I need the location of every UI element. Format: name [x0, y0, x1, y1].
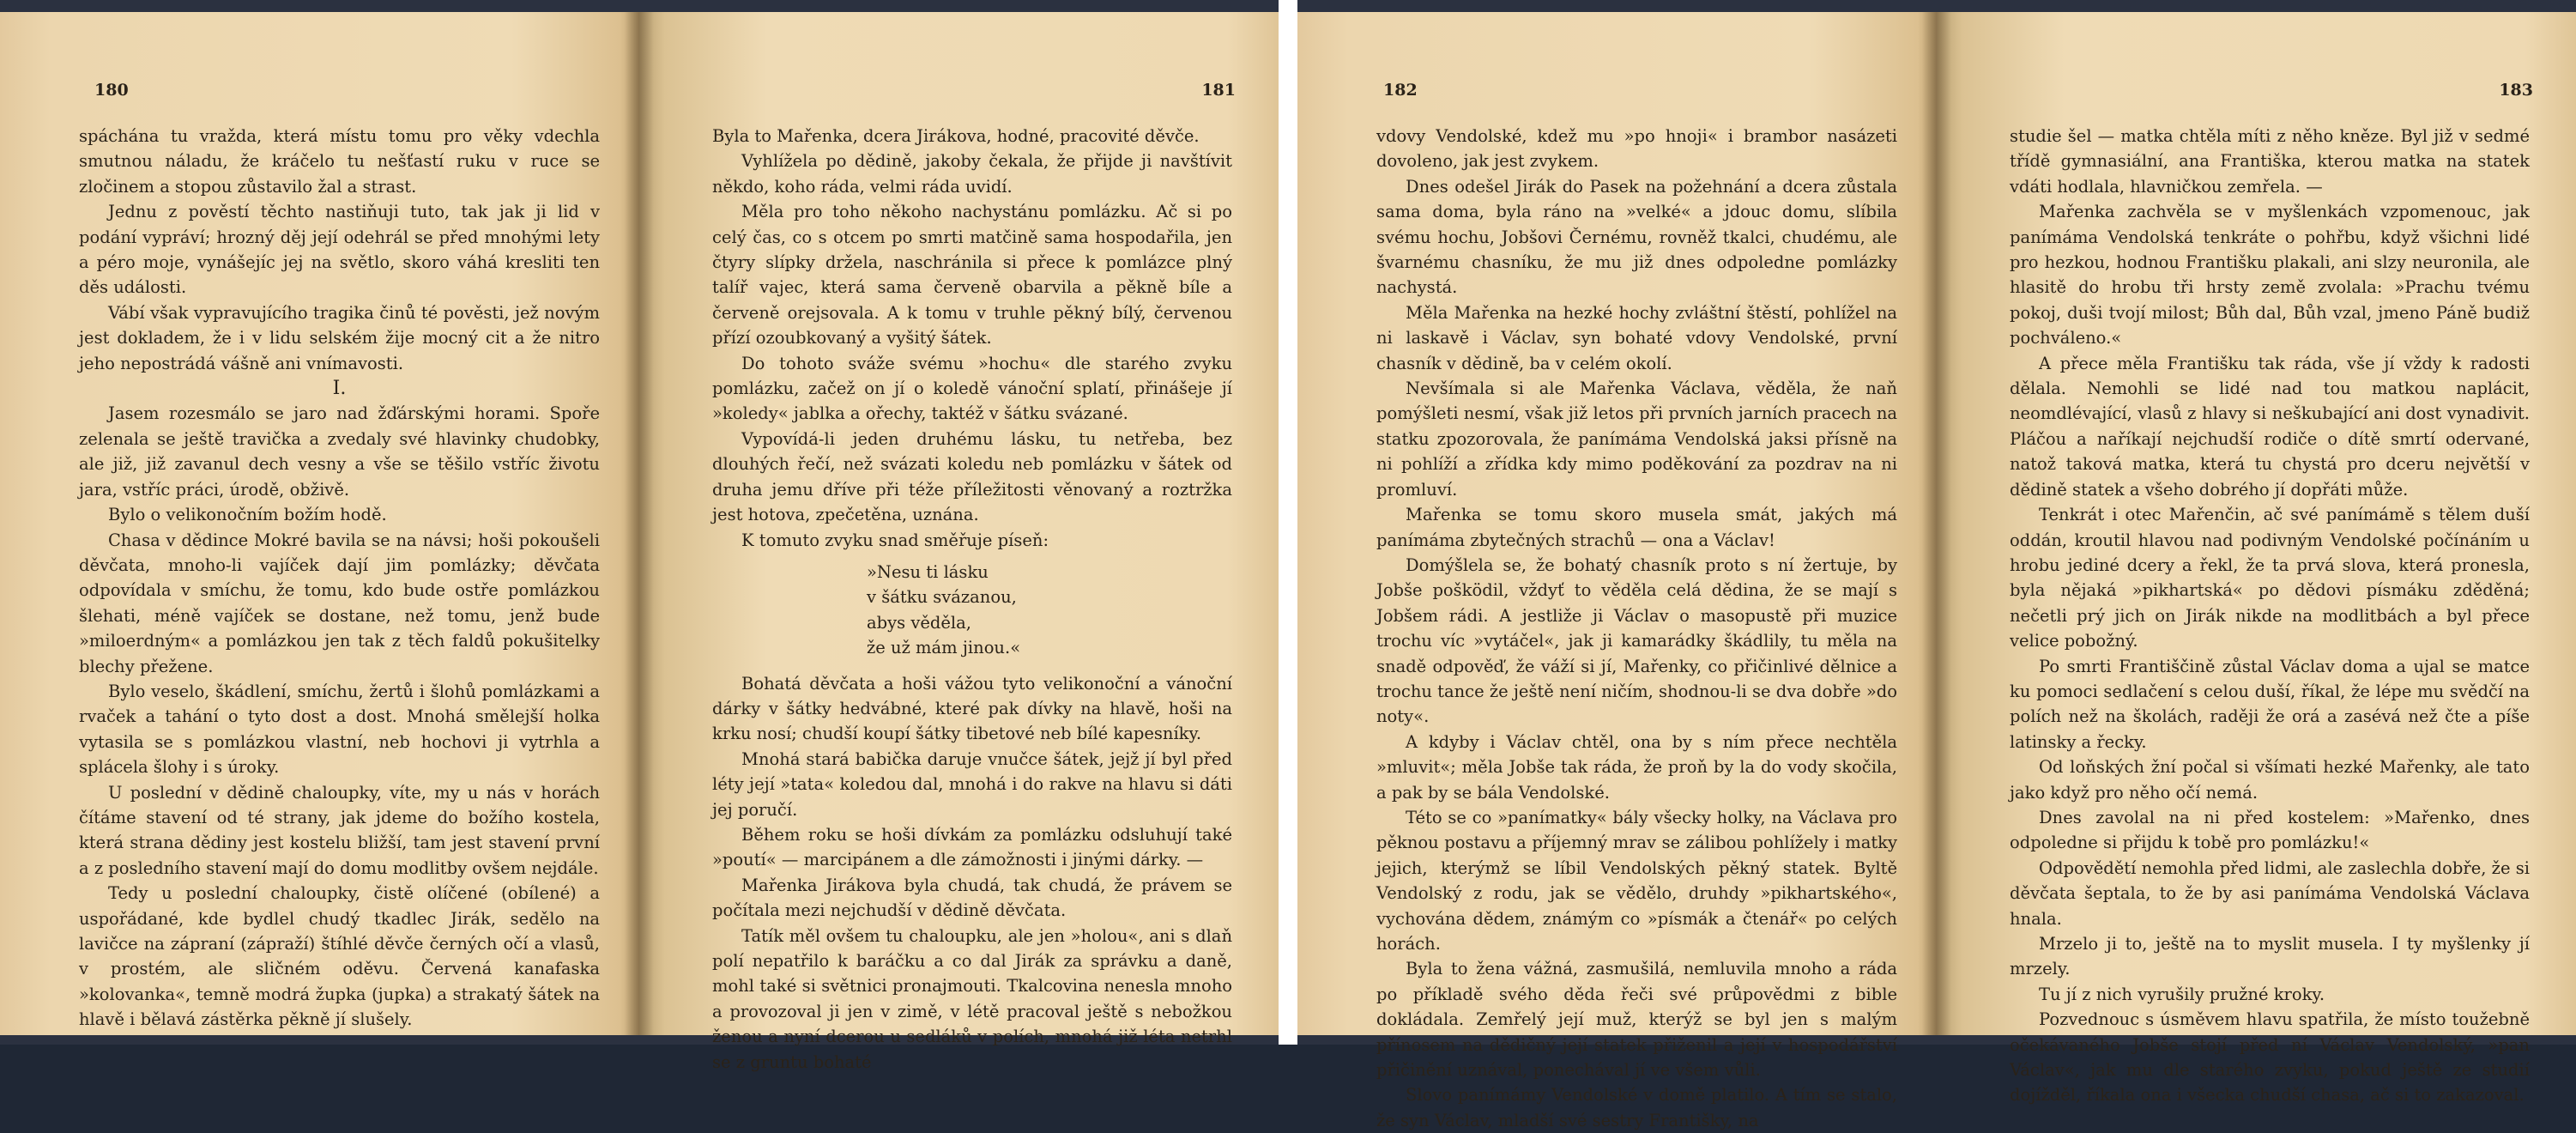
paragraph: Slovo panímámy Vendolské v domě platilo. A tím se stalo, že syn Václav, mladší své sestry Františky, na [1376, 1085, 1897, 1130]
paragraph: U poslední v dědině chaloupky, víte, my u nás v horách čítáme stavení od té strany, jak jdeme do božího kostela, která strana dědiny jest kostelu bližší, tam jest stavení první a z posledního stavení mají do domu modlitby ovšem nejdále. [79, 782, 600, 878]
book-gutter [1922, 12, 1951, 1035]
paragraph: Jasem rozesmálo se jaro nad žďárskými horami. Spoře zelenala se ještě travička a zvedaly své hlavinky chudobky, ale již, již zavanul dech vesny a vše se těšilo vstříc životu jara, vstříc práci, úrodě, obživě. [79, 403, 600, 500]
scan-spread-2 [1297, 0, 2576, 1130]
paragraph: Po smrti Františčině zůstal Václav doma a ujal se matce ku pomoci sedlačení s celou duší, říkal, že lépe mu svědčí na polích než na školách, raději že orá a zasévá než čte a píše latinsky a řecky. [2010, 656, 2530, 752]
page-number: 182 [1383, 81, 1418, 100]
page-text [712, 124, 1232, 1075]
paragraph: K tomuto zvyku snad směřuje píseň: [741, 530, 1049, 550]
paragraph: A přece měla Františku tak ráda, vše jí vždy k radosti dělala. Nemohli se lidé nad tou matkou naplácit, neomdlévající, vlasů z hlavy si neškubající ani dost vynadivit. Pláčou a naříkají nejchudší rodiče o dítě smrtí odervané, natož taková matka, která tu chystá pro dceru největší v dědině statek a všeho dobrého jí dopřáti může. [2010, 353, 2530, 500]
page-number: 181 [1201, 81, 1236, 100]
page-number: 180 [94, 81, 129, 100]
paragraph: Bohatá děvčata a hoši vážou tyto velikonoční a vánoční dárky v šátky hedvábné, které pak dívky na hlavě, hoši na krku nosí; chudší koupí šátky tibetové neb bílé kapesníky. [712, 673, 1232, 744]
poem-line: že už mám jinou.« [867, 638, 1021, 658]
paragraph: Domýšlela se, že bohatý chasník proto s ní žertuje, by Jobše pošködil, vždyť to věděla celá dědina, že se mají s Jobšem rádi. A jestliže ji Václav o masopustě při muzice trochu víc »vytáčel«, jak ji kamarádky škádlily, tu měla na snadě odpověď, že váží si jí, Mařenky, co přičinlivé dělnice a trochu tance že ještě není ničím, shodnou-li se dva dobře »do noty«. [1376, 554, 1897, 727]
page-181 [639, 12, 1279, 1072]
paragraph: Mařenka Jirákova byla chudá, tak chudá, že právem se počítala mezi nejchudší v dědině děvčata. [712, 875, 1232, 921]
paragraph: spáchána tu vražda, která místu tomu pro věky vdechla smutnou náladu, že kráčelo tu nešťastí ruku v ruce se zločinem a stopou zůstavilo žal a strast. [79, 126, 600, 197]
paragraph: Tatík měl ovšem tu chaloupku, ale jen »holou«, ani s dlaň polí nepatřilo k baráčku a co dal Jirák za správku a daně, mohl také si světnici pronajmouti. Tkalcovina nenesla mnoho a provozoval ji jen v zimě, v létě pracoval ještě s nebožkou ženou a nyní dcerou u sedláků v polích, mnohá již léta netrhl se z gruntu bohaté [712, 925, 1232, 1072]
paragraph: Vyhlížela po dědině, jakoby čekala, že přijde ji navštívit někdo, koho ráda, velmi ráda uvidí. [712, 151, 1232, 197]
paragraph: Mnohá stará babička daruje vnučce šátek, jejž jí byl před léty její »tata« koledou dal, mnohá i do rakve na hlavu si dáti jej poručí. [712, 748, 1232, 820]
paragraph: Mařenka se tomu skoro musela smát, jakých má panímáma zbytečných strachů — ona a Václav! [1376, 505, 1897, 550]
book-gutter [625, 12, 654, 1035]
paragraph: Mrzelo ji to, ještě na to myslit musela. I ty myšlenky jí mrzely. [2010, 934, 2530, 979]
chapter-heading: I. [332, 378, 347, 400]
paragraph: Tedy u poslední chaloupky, čistě olíčené (obílené) a uspořádané, kde bydlel chudý tkadlec Jirák, sedělo na lavičce na zápraní (zápraží) štíhlé děvče černých očí a vlasů, v prostém, ale sličném oděvu. Červená kanafaska »kolovanka«, temně modrá župka (jupka) a strakatý šátek na hlavě i bělavá zástěrka pěkně jí slušely. [79, 883, 600, 1030]
paragraph: Do tohoto sváže svému »hochu« dle starého zvyku pomlázku, začež on jí o koledě vánoční splatí, přinášeje jí »koledy« jablka a ořechy, taktéž v šátku svázané. [712, 353, 1232, 424]
paragraph: Během roku se hoši dívkám za pomlázku odsluhují také »poutí« — marcipánem a dle zámožnosti i jinými dárky. — [712, 824, 1232, 870]
page-text [79, 124, 600, 1033]
paragraph: Byla to žena vážná, zasmušilá, nemluvila mnoho a ráda po příkladě svého děda řeči své průpovědmi z bible dokládala. Zemřelý její muž, kterýž se byl jen s malým přínosem na dědičný její statek přiženil a její v hospodářství přičinění uznával, ponechával jí ve všem vůli. [1376, 959, 1897, 1081]
paragraph: vdovy Vendolské, kdež mu »po hnoji« i brambor nasázeti dovoleno, jak jest zvykem. [1376, 126, 1897, 172]
poem [712, 560, 1232, 661]
paragraph: Nevšímala si ale Mařenka Václava, věděla, že naň pomýšleti nesmí, však již letos při prvních jarních pracech na statku zpozorovala, že panímáma Vendolská jaksi přísně na ni pohlíží a zřídka kdy mimo poděkování za pozdrav na ni promluví. [1376, 379, 1897, 500]
poem-line: »Nesu ti lásku [867, 561, 989, 582]
scan-spread-1 [0, 0, 1279, 1072]
paragraph: Měla Mařenka na hezké hochy zvláštní štěstí, pohlížel na ni laskavě i Václav, syn bohaté vdovy Vendolské, první chasník v dědině, ba v celém okolí. [1376, 302, 1897, 373]
paragraph: Bylo veselo, škádlení, smíchu, žertů i šlohů pomlázkami a rvaček a tahání o tyto dost a dost. Mnohá smělejší holka vytasila se s pomlázkou vlastní, neb hochovi ji vytrhla a splácela šlohy i s úroky. [79, 681, 600, 778]
poem-line: abys věděla, [867, 612, 971, 633]
page-number: 183 [2499, 81, 2533, 100]
paragraph: Tu jí z nich vyrušily pružné kroky. [2039, 984, 2325, 1004]
paragraph: Pozvednouc s úsměvem hlavu spatřila, že místo toužebně očekávaného Jobše stojí před ní Václav Vendolský, »pan Václav«, jak mu dle starého zvyku, pokud ještě ze studií dojížděl, říkala ona i všecka chudší chasa, ač si to zakazoval. [2010, 1009, 2530, 1106]
poem-line: v šátku svázanou, [867, 587, 1017, 608]
paragraph: Bylo o velikonočním božím hodě. [108, 505, 387, 525]
page-text [1376, 124, 1897, 1133]
paragraph: A kdyby i Václav chtěl, ona by s ním přece nechtěla »mluvit«; měla Jobše tak ráda, že proň by la do vody skočila, a pak by se bála Vendolské. [1376, 731, 1897, 803]
paragraph: Chasa v dědince Mokré bavila se na návsi; hoši pokoušeli děvčata, mnoho-li vajíček dají jim pomlázky; děvčata odpovídala v smíchu, že tomu, kdo bude ostře pomlázkou šlehati, méně vajíček se dostane, než tomu, jenž bude »miloerdným« a pomlázkou jen tak z těch faldů pokušitelky blechy přežene. [79, 530, 600, 676]
paragraph: Vypovídá-li jeden druhému lásku, tu netřeba, bez dlouhých řečí, než svázati koledu neb pomlázku v šátek od druha jemu dříve při téže příležitosti věnovaný a roztržka jest hotova, zpečetěna, uznána. [712, 428, 1232, 525]
paragraph: Jednu z pověstí těchto nastiňuji tuto, tak jak ji lid v podání vypráví; hrozný děj její odehrál se před mnohými lety a péro moje, vynášejíc jej na světlo, skoro váhá kresliti ten děs události. [79, 202, 600, 298]
paragraph: Odpovědětí nemohla před lidmi, ale zaslechla dobře, že si děvčata šeptala, to že by asi panímáma Vendolská Václava hnala. [2010, 857, 2530, 929]
scan-separator [1279, 0, 1297, 1045]
paragraph: Dnes zavolal na ni před kostelem: »Mařenko, dnes odpoledne si přijdu k tobě pro pomlázku!« [2010, 807, 2530, 853]
paragraph: studie šel — matka chtěla míti z něho kněze. Byl již v sedmé třídě gymnasiální, ana Františka, kterou matka na statek vdáti hodlala, hlavničkou zemřela. — [2010, 126, 2530, 197]
paragraph: Od loňských žní počal si všímati hezké Mařenky, ale tato jako když pro něho očí nemá. [2010, 757, 2530, 803]
paragraph: Mařenka zachvěla se v myšlenkách vzpomenouc, jak panímáma Vendolská tenkráte o pohřbu, když všichni lidé pro hezkou, hodnou Františku plakali, ani slzy neuronila, ale hlasitě do hrobu tři hrsty země zvolala: »Prachu tvému pokoj, duši tvojí milost; Bůh dal, Bůh vzal, jmeno Páně budiž pochváleno.« [2010, 202, 2530, 348]
page-182 [1297, 12, 1937, 1130]
paragraph: Tenkrát i otec Mařenčin, ač své panímámě s tělem duší oddán, kroutil hlavou nad podivným Vendolské počínáním u hrobu jediné dcery a řekl, že ta prvá slova, která pronesla, byla nějaká »pikhartská« po dědovi písmáku zděděná; nečetli prý jich on Jirák nikde na modlitbách a byl přece velice pobožný. [2010, 505, 2530, 651]
paragraph: Této se co »panímatky« bály všecky holky, na Václava pro pěknou postavu a příjemný mrav se zálibou pohlížely i matky jejich, kterýmž se líbil Vendolských pěkný statek. Byltě Vendolský z rodu, jak se vědělo, druhdy »pikhartského«, vychována dědem, známým co »písmák a čtenář« po celých horách. [1376, 807, 1897, 954]
page-183 [1937, 12, 2576, 1106]
paragraph: Měla pro toho někoho nachystánu pomlázku. Ač si po celý čas, co s otcem po smrti matčině sama hospodařila, jen čtyry slípky držela, naschránila si přece k pomlázce plný talíř vajec, která sama červeně obarvila a pěkně bíle a červeně orejsovala. A k tomu v truhle pěkný bílý, červenou přízí ozoubkovaný a vyšitý šátek. [712, 202, 1232, 348]
page-180 [0, 12, 639, 1035]
page-text [2010, 124, 2530, 1108]
paragraph: Byla to Mařenka, dcera Jirákova, hodné, pracovité děvče. [712, 126, 1200, 146]
paragraph: Vábí však vypravujícího tragika činů té pověsti, jež novým jest dokladem, že i v lidu selském žije mocný cit a že nitro jeho nepostrádá vášně ani vnímavosti. [79, 302, 600, 373]
paragraph: Dnes odešel Jirák do Pasek na požehnání a dcera zůstala sama doma, byla ráno na »velké« a jdouc domu, slíbila svému hochu, Jobšovi Černému, rovněž tkalci, chudému, ale švarnému chasníku, že mu již dnes odpoledne pomlázky nachystá. [1376, 176, 1897, 298]
